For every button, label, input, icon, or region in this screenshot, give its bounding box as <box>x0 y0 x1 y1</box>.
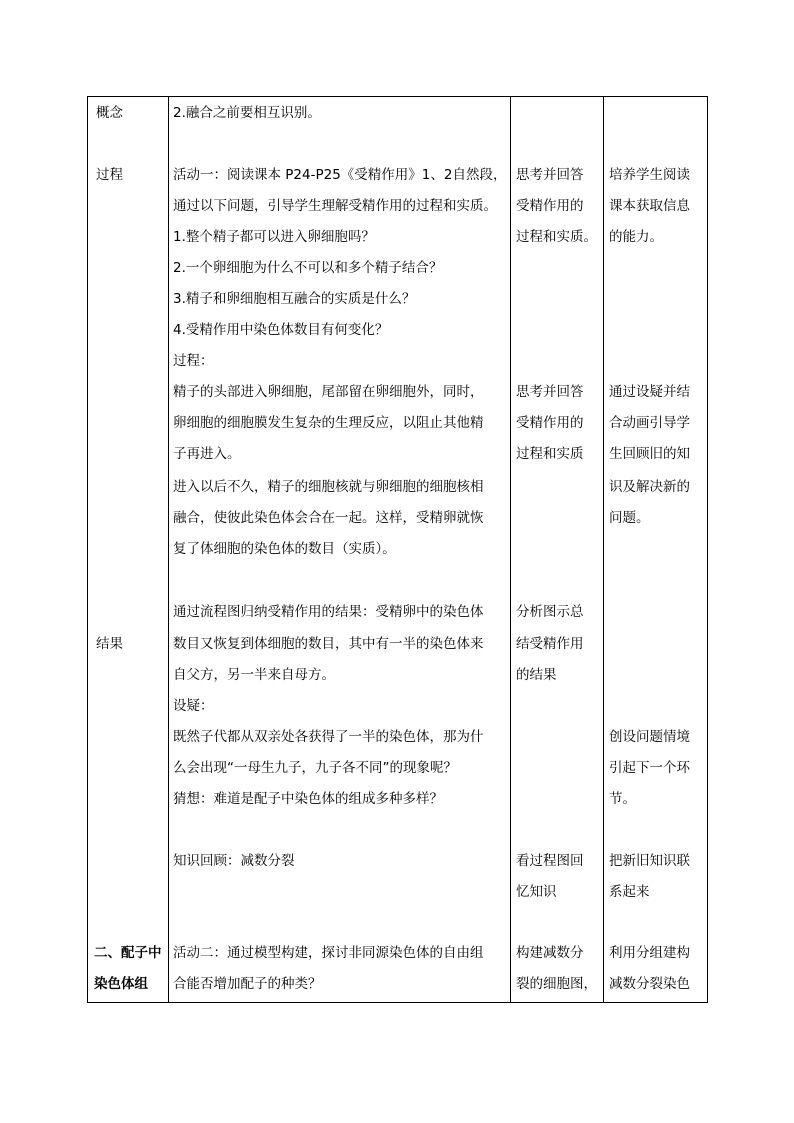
design-intent-line: 通过设疑并结 <box>609 384 690 400</box>
process-content-line: 1.整个精子都可以进入卵细胞吗？ <box>173 229 375 245</box>
process-content-line: 通过以下问题，引导学生理解受精作用的过程和实质。 <box>173 198 497 214</box>
row-label-process: 过程 <box>96 167 123 183</box>
concept-content: 2.融合之前要相互识别。 <box>173 105 321 121</box>
design-intent-line: 把新旧知识联 <box>609 853 690 869</box>
table-border-right <box>707 96 708 1003</box>
design-intent-line: 问题。 <box>609 510 650 526</box>
result-content-line: 通过流程图归纳受精作用的结果：受精卵中的染色体 <box>173 604 484 620</box>
row-label-concept: 概念 <box>96 105 123 121</box>
design-intent-line: 课本获取信息 <box>609 198 690 214</box>
section2-content-line: 合能否增加配子的种类？ <box>173 976 322 992</box>
process-content-line: 子再进入。 <box>173 446 241 462</box>
process-content-line: 过程： <box>173 353 214 369</box>
design-intent-line: 节。 <box>609 791 636 807</box>
student-activity-line: 裂的细胞图， <box>516 976 597 992</box>
row-label-section2-line2: 染色体组 <box>94 976 148 992</box>
process-content-line: 融合，使彼此染色体会合在一起。这样，受精卵就恢 <box>173 510 484 526</box>
student-activity-line: 的结果 <box>516 667 557 683</box>
design-intent-line: 的能力。 <box>609 229 663 245</box>
student-activity-line: 思考并回答 <box>516 167 584 183</box>
lesson-plan-table <box>87 96 708 1003</box>
table-border-bottom <box>87 1002 708 1003</box>
student-activity-line: 过程和实质 <box>516 446 584 462</box>
result-content-line: 自父方，另一半来自母方。 <box>173 667 335 683</box>
student-activity-line: 受精作用的 <box>516 198 584 214</box>
process-content-line: 进入以后不久，精子的细胞核就与卵细胞的细胞核相 <box>173 479 484 495</box>
process-content-line: 卵细胞的细胞膜发生复杂的生理反应，以阻止其他精 <box>173 415 484 431</box>
design-intent-line: 合动画引导学 <box>609 415 690 431</box>
design-intent-line: 生回顾旧的知 <box>609 446 690 462</box>
process-content-line: 3.精子和卵细胞相互融合的实质是什么？ <box>173 291 416 307</box>
process-content-line: 精子的头部进入卵细胞，尾部留在卵细胞外，同时， <box>173 384 484 400</box>
design-intent-line: 培养学生阅读 <box>609 167 690 183</box>
design-intent-line: 引起下一个环 <box>609 760 690 776</box>
student-activity-line: 结受精作用 <box>516 636 584 652</box>
process-content-line: 2.一个卵细胞为什么不可以和多个精子结合？ <box>173 260 443 276</box>
result-content-line: 数目又恢复到体细胞的数目，其中有一半的染色体来 <box>173 636 484 652</box>
process-content-line: 4.受精作用中染色体数目有何变化？ <box>173 322 389 338</box>
process-content-line: 复了体细胞的染色体的数目（实质）。 <box>173 541 396 557</box>
student-activity-line: 分析图示总 <box>516 604 584 620</box>
student-activity-line: 构建减数分 <box>516 945 584 961</box>
result-content-line: 设疑： <box>173 698 214 714</box>
design-intent-line: 系起来 <box>609 884 650 900</box>
column-divider-2 <box>510 96 511 1003</box>
result-content-line: 既然子代都从双亲处各获得了一半的染色体，那为什 <box>173 729 484 745</box>
design-intent-line: 创设问题情境 <box>609 729 690 745</box>
design-intent-line: 利用分组建构 <box>609 945 690 961</box>
column-divider-1 <box>168 96 169 1003</box>
student-activity-line: 过程和实质。 <box>516 229 597 245</box>
table-border-left <box>87 96 88 1003</box>
design-intent-line: 减数分裂染色 <box>609 976 690 992</box>
row-label-result: 结果 <box>96 636 123 652</box>
process-content-line: 活动一：阅读课本 P24-P25《受精作用》1、2自然段， <box>173 167 507 183</box>
student-activity-line: 思考并回答 <box>516 384 584 400</box>
column-divider-3 <box>603 96 604 1003</box>
result-content-line: 么会出现“一母生九子，九子各不同”的现象呢？ <box>173 760 457 776</box>
table-border-top <box>87 96 708 97</box>
student-activity-line: 忆知识 <box>516 884 557 900</box>
result-content-line: 猜想：难道是配子中染色体的组成多种多样？ <box>173 791 443 807</box>
design-intent-line: 识及解决新的 <box>609 479 690 495</box>
student-activity-line: 受精作用的 <box>516 415 584 431</box>
section2-content-line: 活动二：通过模型构建，探讨非同源染色体的自由组 <box>173 945 484 961</box>
student-activity-line: 看过程图回 <box>516 853 584 869</box>
review-content: 知识回顾：减数分裂 <box>173 853 295 869</box>
row-label-section2-line1: 二、配子中 <box>94 945 162 961</box>
